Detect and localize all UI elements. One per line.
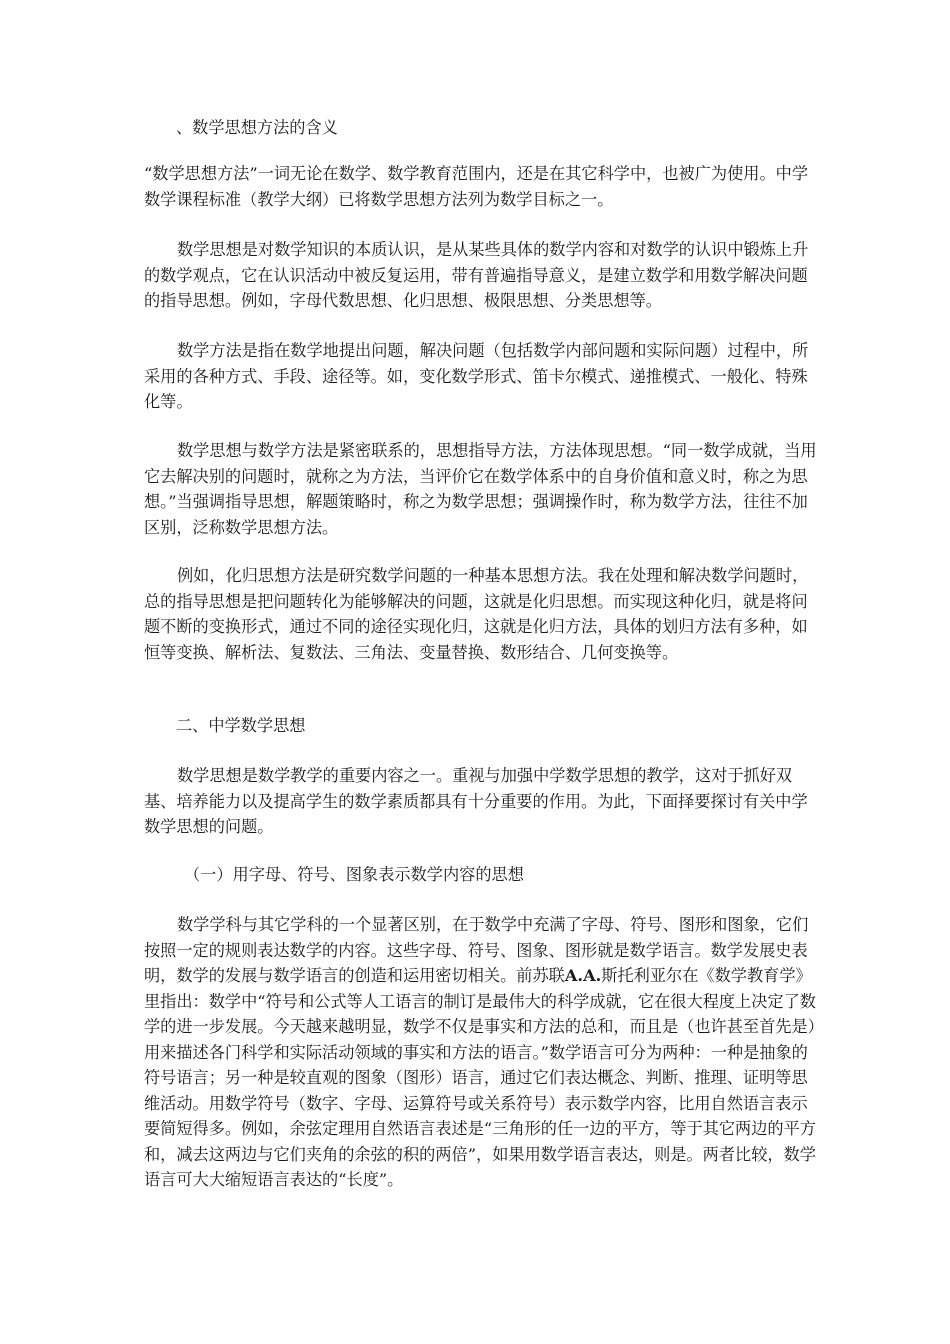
paragraph-6: 数学思想是数学教学的重要内容之一。重视与加强中学数学思想的教学，这对于抓好双基、培养能力以及提高学生的数学素质都具有十分重要的作用。为此，下面择要探讨有关中学数学思想的问题。 (144, 766, 808, 836)
paragraph-3: 数学方法是指在数学地提出问题，解决问题（包括数学内部问题和实际问题）过程中，所采用的各种方式、手段、途径等。如，变化数学形式、笛卡尔模式、递推模式、一般化、特殊化等。 (144, 341, 809, 411)
paragraph-7 (144, 912, 820, 1193)
section-heading-1: 、数学思想方法的含义 (176, 118, 338, 137)
paragraph-4: 数学思想与数学方法是紧密联系的，思想指导方法，方法体现思想。“同一数学成就，当用它去解决别的问题时，就称之为方法，当评价它在数学体系中的自身价值和意义时，称之为思想。”当强调指导思想，解题策略时，称之为数学思想；强调操作时，称为数学方法，往往不加区别，泛称数学思想方法。 (144, 441, 817, 537)
author-initials: A.A. (564, 966, 602, 985)
subsection-heading: （一）用字母、符号、图象表示数学内容的思想 (184, 865, 524, 884)
section-heading-2: 二、中学数学思想 (176, 716, 306, 735)
paragraph-1: “数学思想方法”一词无论在数学、数学教育范围内，还是在其它科学中，也被广为使用。中学数学课程标准（教学大纲）已将数学思想方法列为数学目标之一。 (144, 164, 809, 209)
paragraph-7-part-b: 斯托利亚尔在《数学教育学》里指出：数学中“符号和公式等人工语言的制订是最伟大的科学成就，它在很大程度上决定了数学的进一步发展。今天越来越明显，数学不仅是事实和方法的总和，而且是（也许甚至首先是）用来描述各门科学和实际活动领域的事实和方法的语言。”数学语言可分为两种：一种是抽象的符号语言；另一种是较直观的图象（图形）语言，通过它们表达概念、判断、推理、证明等思维活动。用数学符号（数字、字母、运算符号或关系符号）表示数学内容，比用自然语言表示要简短得多。例如，余弦定理用自然语言表述是“三角形的任一边的平方，等于其它两边的平方和，减去这两边与它们夹角的余弦的积的两倍”，如果用数学语言表达，则是。两者比较，数学语言可大大缩短语言表达的“长度”。 (144, 966, 816, 1189)
paragraph-7-part-a: 数学学科与其它学科的一个显著区别，在于数学中充满了字母、符号、图形和图象，它们按照一定的规则表达数学的内容。这些字母、符号、图象、图形就是数学语言。数学发展史表明，数学的发展与数学语言的创造和运用密切相关。前苏联 (144, 915, 809, 985)
paragraph-2: 数学思想是对数学知识的本质认识，是从某些具体的数学内容和对数学的认识中锻炼上升的数学观点，它在认识活动中被反复运用，带有普遍指导意义，是建立数学和用数学解决问题的指导思想。例如，字母代数思想、化归思想、极限思想、分类思想等。 (144, 240, 809, 310)
paragraph-5: 例如，化归思想方法是研究数学问题的一种基本思想方法。我在处理和解决数学问题时，总的指导思想是把问题转化为能够解决的问题，这就是化归思想。而实现这种化归，就是将问题不断的变换形式，通过不同的途径实现化归，这就是化归方法，具体的划归方法有多种，如恒等变换、解析法、复数法、三角法、变量替换、数形结合、几何变换等。 (144, 566, 809, 662)
